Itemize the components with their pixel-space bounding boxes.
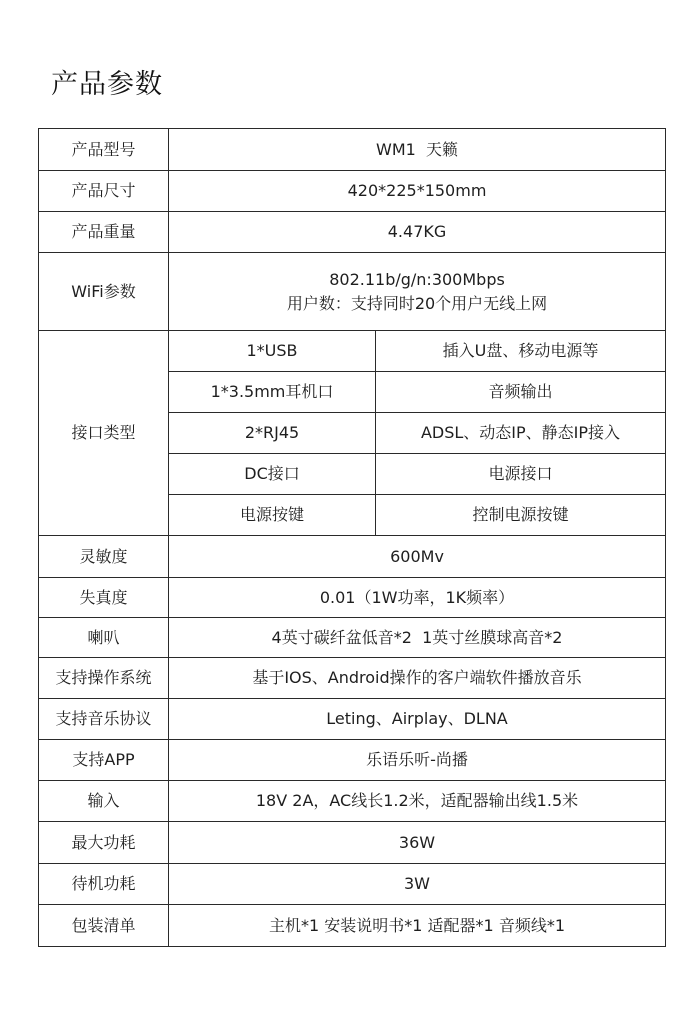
- row-value: 4英寸碳纤盆低音*2 1英寸丝膜球高音*2: [169, 618, 666, 658]
- port-row: [39, 331, 666, 372]
- row-label: 支持音乐协议: [39, 699, 169, 740]
- row-label: 产品尺寸: [39, 171, 169, 212]
- row-value: 4.47KG: [169, 212, 666, 253]
- row-wifi: [39, 253, 666, 331]
- port-name: 电源按键: [169, 495, 376, 536]
- port-name: 1*USB: [169, 331, 376, 372]
- row-value: 乐语乐听-尚播: [169, 740, 666, 781]
- row-label: 失真度: [39, 578, 169, 618]
- row-speaker: [39, 618, 666, 658]
- port-desc: ADSL、动态IP、静态IP接入: [376, 413, 666, 454]
- spec-table: [38, 128, 666, 947]
- page-title: 产品参数: [51, 69, 163, 100]
- row-size: [39, 171, 666, 212]
- row-label: 灵敏度: [39, 536, 169, 578]
- row-label: 输入: [39, 781, 169, 822]
- row-value: 600Mv: [169, 536, 666, 578]
- row-input: [39, 781, 666, 822]
- row-model: [39, 129, 666, 171]
- row-label: 最大功耗: [39, 822, 169, 864]
- row-sensitivity: [39, 536, 666, 578]
- row-value: 420*225*150mm: [169, 171, 666, 212]
- row-distortion: [39, 578, 666, 618]
- row-label: 产品型号: [39, 129, 169, 171]
- wifi-users-line: 用户数：支持同时20个用户无线上网: [286, 293, 548, 313]
- row-value: 0.01（1W功率，1K频率）: [169, 578, 666, 618]
- wifi-spec-line: 802.11b/g/n:300Mbps: [329, 269, 505, 289]
- row-max-power: [39, 822, 666, 864]
- row-label: 支持APP: [39, 740, 169, 781]
- row-standby: [39, 864, 666, 905]
- row-value: Leting、Airplay、DLNA: [169, 699, 666, 740]
- port-name: 1*3.5mm耳机口: [169, 372, 376, 413]
- row-value: [169, 253, 666, 331]
- port-name: DC接口: [169, 454, 376, 495]
- row-value: 18V 2A，AC线长1.2米，适配器输出线1.5米: [169, 781, 666, 822]
- row-value: WM1 天籁: [169, 129, 666, 171]
- row-package: [39, 905, 666, 947]
- row-label: WiFi参数: [39, 253, 169, 331]
- row-label: 接口类型: [39, 331, 169, 536]
- row-label: 喇叭: [39, 618, 169, 658]
- row-value: 基于IOS、Android操作的客户端软件播放音乐: [169, 658, 666, 699]
- row-label: 包装清单: [39, 905, 169, 947]
- port-name: 2*RJ45: [169, 413, 376, 454]
- port-desc: 电源接口: [376, 454, 666, 495]
- row-value: 主机*1 安装说明书*1 适配器*1 音频线*1: [169, 905, 666, 947]
- row-value: 36W: [169, 822, 666, 864]
- row-os: [39, 658, 666, 699]
- row-value: 3W: [169, 864, 666, 905]
- port-desc: 音频输出: [376, 372, 666, 413]
- port-desc: 控制电源按键: [376, 495, 666, 536]
- row-protocol: [39, 699, 666, 740]
- row-app: [39, 740, 666, 781]
- row-label: 产品重量: [39, 212, 169, 253]
- row-label: 支持操作系统: [39, 658, 169, 699]
- row-weight: [39, 212, 666, 253]
- port-desc: 插入U盘、移动电源等: [376, 331, 666, 372]
- row-label: 待机功耗: [39, 864, 169, 905]
